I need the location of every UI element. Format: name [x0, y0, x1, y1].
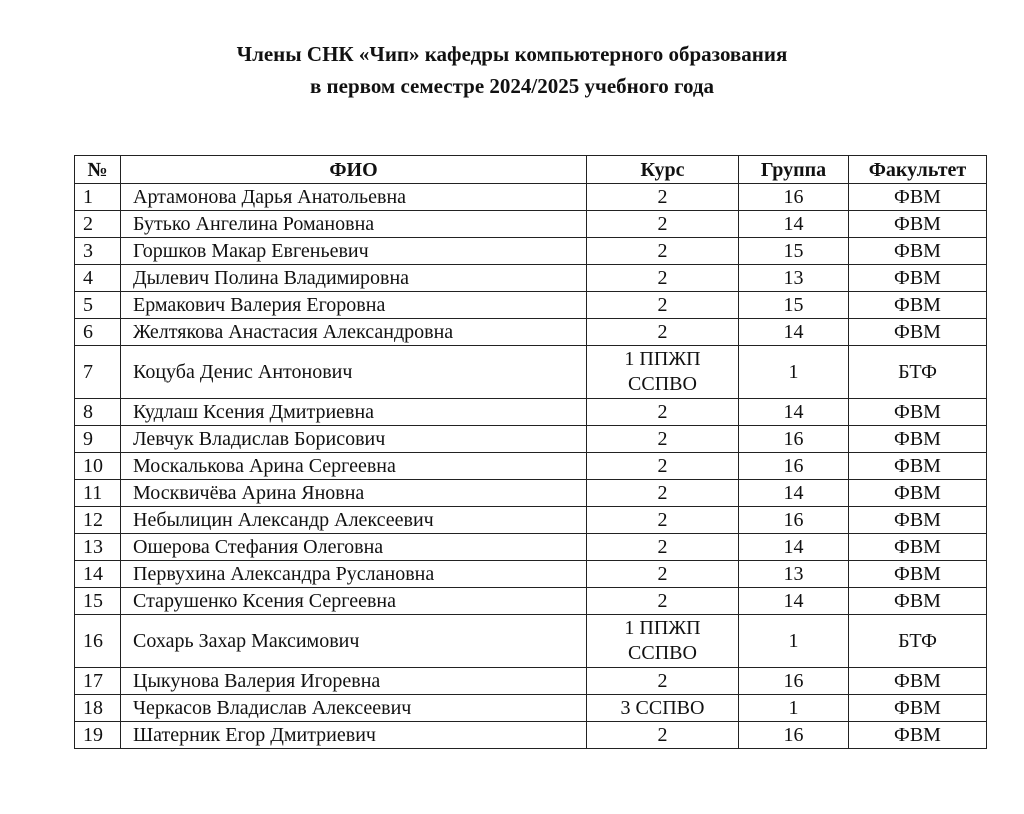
table-header-row: [75, 156, 987, 184]
row-faculty-cell: БТФ: [849, 615, 987, 668]
row-name-cell: Старушенко Ксения Сергеевна: [121, 588, 587, 615]
table-row: [75, 722, 987, 749]
row-faculty-cell: ФВМ: [849, 480, 987, 507]
course-line: 2: [657, 427, 668, 450]
row-group-cell: 16: [739, 507, 849, 534]
table-row: [75, 668, 987, 695]
row-name-cell: Желтякова Анастасия Александровна: [121, 319, 587, 346]
row-course-cell: [587, 615, 739, 668]
table-row: [75, 588, 987, 615]
row-number-cell: 18: [75, 695, 121, 722]
course-line: 2: [657, 723, 668, 746]
course-line: 2: [657, 266, 668, 289]
row-group-cell: 1: [739, 615, 849, 668]
course-line: 3 ССПВО: [620, 696, 705, 719]
table-row: [75, 184, 987, 211]
row-name-cell: Левчук Владислав Борисович: [121, 426, 587, 453]
row-faculty-cell: ФВМ: [849, 722, 987, 749]
course-line: 2: [657, 508, 668, 531]
row-course-cell: [587, 668, 739, 695]
row-course-cell: [587, 453, 739, 480]
row-group-cell: 16: [739, 722, 849, 749]
row-name-cell: Бутько Ангелина Романовна: [121, 211, 587, 238]
course-line: 2: [657, 562, 668, 585]
row-name-cell: Ошерова Стефания Олеговна: [121, 534, 587, 561]
row-group-cell: 1: [739, 695, 849, 722]
column-header-faculty: Факультет: [849, 156, 987, 184]
row-faculty-cell: ФВМ: [849, 668, 987, 695]
row-course-cell: [587, 265, 739, 292]
table-row: [75, 265, 987, 292]
row-course-cell: [587, 426, 739, 453]
table-row: [75, 561, 987, 588]
row-course-cell: [587, 292, 739, 319]
table-row: [75, 292, 987, 319]
row-faculty-cell: ФВМ: [849, 588, 987, 615]
row-faculty-cell: ФВМ: [849, 265, 987, 292]
course-line: 1 ППЖП: [624, 348, 701, 370]
row-number-cell: 7: [75, 346, 121, 399]
course-line: 2: [657, 400, 668, 423]
column-header-group: Группа: [739, 156, 849, 184]
row-course-cell: [587, 238, 739, 265]
row-faculty-cell: ФВМ: [849, 453, 987, 480]
row-name-cell: Небылицин Александр Алексеевич: [121, 507, 587, 534]
row-course-cell: [587, 722, 739, 749]
row-name-cell: Дылевич Полина Владимировна: [121, 265, 587, 292]
table-row: [75, 695, 987, 722]
row-faculty-cell: ФВМ: [849, 292, 987, 319]
row-number-cell: 17: [75, 668, 121, 695]
row-name-cell: Первухина Александра Руслановна: [121, 561, 587, 588]
table-row: [75, 399, 987, 426]
row-name-cell: Коцуба Денис Антонович: [121, 346, 587, 399]
course-line: 2: [657, 185, 668, 208]
document-title: [0, 38, 1024, 102]
row-number-cell: 13: [75, 534, 121, 561]
row-course-cell: [587, 184, 739, 211]
course-line: ССПВО: [628, 642, 697, 664]
table-row: [75, 238, 987, 265]
row-course-cell: [587, 534, 739, 561]
row-number-cell: 4: [75, 265, 121, 292]
table-row: [75, 480, 987, 507]
row-course-cell: [587, 346, 739, 399]
row-faculty-cell: БТФ: [849, 346, 987, 399]
row-group-cell: 16: [739, 184, 849, 211]
title-line-1: Члены СНК «Чип» кафедры компьютерного образования: [236, 42, 788, 66]
row-number-cell: 9: [75, 426, 121, 453]
table-row: [75, 346, 987, 399]
row-name-cell: Москвичёва Арина Яновна: [121, 480, 587, 507]
row-course-cell: [587, 480, 739, 507]
course-line: 2: [657, 589, 668, 612]
course-line: ССПВО: [628, 373, 697, 395]
row-course-cell: [587, 399, 739, 426]
row-number-cell: 1: [75, 184, 121, 211]
column-header-course: Курс: [587, 156, 739, 184]
row-course-cell: [587, 211, 739, 238]
row-group-cell: 13: [739, 265, 849, 292]
row-group-cell: 16: [739, 453, 849, 480]
course-line: 2: [657, 320, 668, 343]
course-line: 2: [657, 239, 668, 262]
row-group-cell: 15: [739, 238, 849, 265]
row-number-cell: 10: [75, 453, 121, 480]
row-faculty-cell: ФВМ: [849, 238, 987, 265]
row-name-cell: Горшков Макар Евгеньевич: [121, 238, 587, 265]
row-number-cell: 19: [75, 722, 121, 749]
table-row: [75, 319, 987, 346]
row-faculty-cell: ФВМ: [849, 399, 987, 426]
row-faculty-cell: ФВМ: [849, 319, 987, 346]
row-number-cell: 6: [75, 319, 121, 346]
course-line: 2: [657, 293, 668, 316]
members-table: [74, 155, 987, 749]
row-course-cell: [587, 695, 739, 722]
row-faculty-cell: ФВМ: [849, 184, 987, 211]
row-course-cell: [587, 507, 739, 534]
course-line: 2: [657, 212, 668, 235]
table-body: [75, 184, 987, 749]
row-group-cell: 16: [739, 426, 849, 453]
row-number-cell: 14: [75, 561, 121, 588]
row-group-cell: 15: [739, 292, 849, 319]
row-course-cell: [587, 588, 739, 615]
row-name-cell: Цыкунова Валерия Игоревна: [121, 668, 587, 695]
column-header-number: №: [75, 156, 121, 184]
course-line: 2: [657, 535, 668, 558]
column-header-name: ФИО: [121, 156, 587, 184]
row-course-cell: [587, 561, 739, 588]
row-number-cell: 2: [75, 211, 121, 238]
table-row: [75, 211, 987, 238]
row-group-cell: 14: [739, 534, 849, 561]
row-group-cell: 14: [739, 399, 849, 426]
row-name-cell: Москалькова Арина Сергеевна: [121, 453, 587, 480]
row-course-cell: [587, 319, 739, 346]
row-faculty-cell: ФВМ: [849, 426, 987, 453]
row-group-cell: 16: [739, 668, 849, 695]
row-group-cell: 14: [739, 588, 849, 615]
row-name-cell: Сохарь Захар Максимович: [121, 615, 587, 668]
row-faculty-cell: ФВМ: [849, 507, 987, 534]
row-number-cell: 11: [75, 480, 121, 507]
row-number-cell: 12: [75, 507, 121, 534]
table-row: [75, 426, 987, 453]
row-name-cell: Шатерник Егор Дмитриевич: [121, 722, 587, 749]
row-name-cell: Ермакович Валерия Егоровна: [121, 292, 587, 319]
table-row: [75, 453, 987, 480]
row-group-cell: 14: [739, 211, 849, 238]
course-line: 1 ППЖП: [624, 617, 701, 639]
row-name-cell: Артамонова Дарья Анатольевна: [121, 184, 587, 211]
course-line: 2: [657, 481, 668, 504]
row-number-cell: 5: [75, 292, 121, 319]
row-number-cell: 8: [75, 399, 121, 426]
row-name-cell: Черкасов Владислав Алексеевич: [121, 695, 587, 722]
table-row: [75, 507, 987, 534]
course-line: 2: [657, 454, 668, 477]
row-number-cell: 15: [75, 588, 121, 615]
row-number-cell: 16: [75, 615, 121, 668]
course-line: 2: [657, 669, 668, 692]
table-row: [75, 534, 987, 561]
row-group-cell: 14: [739, 319, 849, 346]
table-row: [75, 615, 987, 668]
row-name-cell: Кудлаш Ксения Дмитриевна: [121, 399, 587, 426]
row-faculty-cell: ФВМ: [849, 211, 987, 238]
row-group-cell: 14: [739, 480, 849, 507]
row-faculty-cell: ФВМ: [849, 695, 987, 722]
row-group-cell: 13: [739, 561, 849, 588]
row-group-cell: 1: [739, 346, 849, 399]
row-faculty-cell: ФВМ: [849, 534, 987, 561]
title-line-2: в первом семестре 2024/2025 учебного года: [309, 74, 715, 98]
row-number-cell: 3: [75, 238, 121, 265]
row-faculty-cell: ФВМ: [849, 561, 987, 588]
